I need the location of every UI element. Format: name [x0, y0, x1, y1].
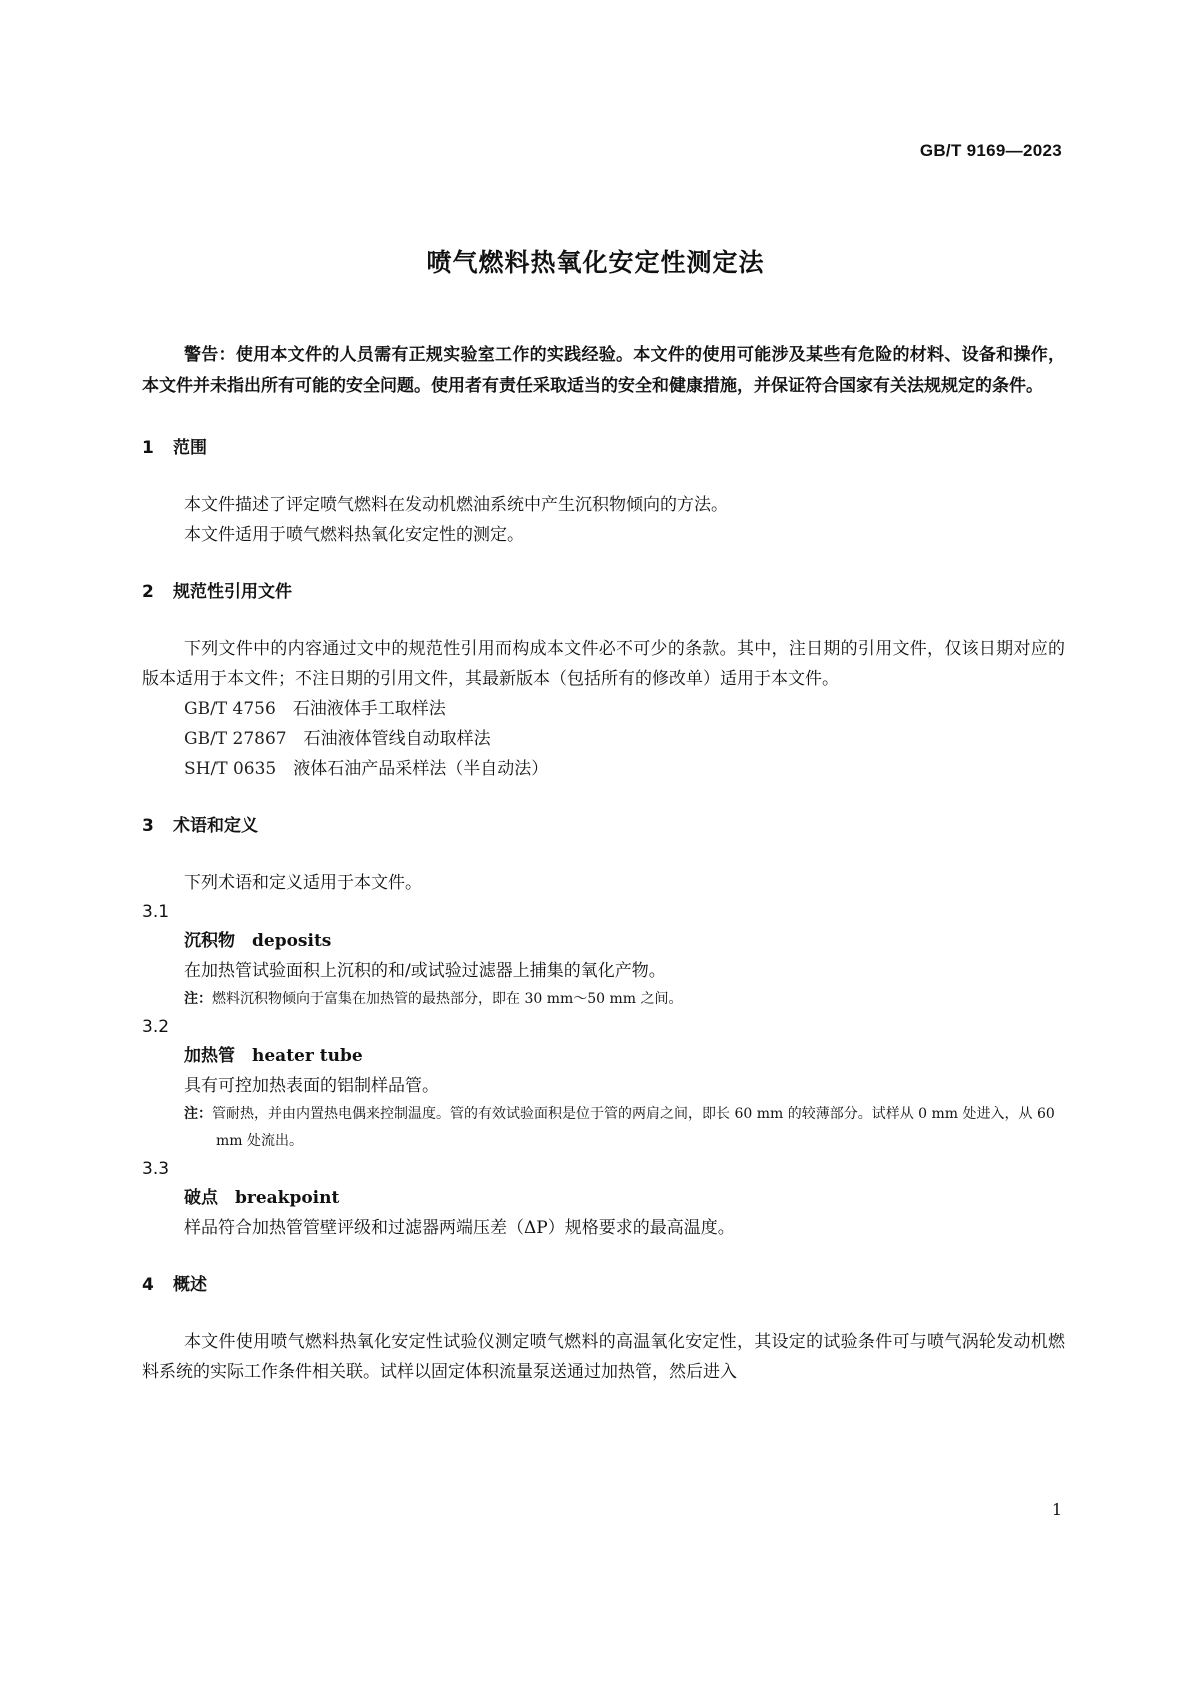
- section-1-paragraph-1: 本文件描述了评定喷气燃料在发动机燃油系统中产生沉积物倾向的方法。: [184, 495, 728, 515]
- section-heading-3: 3 术语和定义: [142, 816, 258, 836]
- section-1-paragraph-2: 本文件适用于喷气燃料热氧化安定性的测定。: [184, 525, 524, 545]
- section-heading-1: 1 范围: [142, 438, 207, 458]
- section-heading-2: 2 规范性引用文件: [142, 582, 292, 602]
- term-title: 破点 breakpoint: [184, 1188, 340, 1208]
- section-2-paragraph-1: 下列文件中的内容通过文中的规范性引用而构成本文件必不可少的条款。其中，注日期的引用文件，仅该日期对应的版本适用于本文件；不注日期的引用文件，其最新版本（包括所有的修改单）适用于本文件。: [142, 639, 1065, 689]
- page-number: 1: [1051, 1500, 1062, 1519]
- term-definition: 样品符合加热管管壁评级和过滤器两端压差（ΔP）规格要求的最高温度。: [184, 1218, 735, 1238]
- warning-paragraph: 警告：使用本文件的人员需有正规实验室工作的实践经验。本文件的使用可能涉及某些有危险的材料、设备和操作，本文件并未指出所有可能的安全问题。使用者有责任采取适当的安全和健康措施，并保证符合国家有关法规规定的条件。: [142, 345, 1065, 396]
- section-3-paragraph-1: 下列术语和定义适用于本文件。: [184, 873, 422, 893]
- term-definition: 在加热管试验面积上沉积的和/或试验过滤器上捕集的氧化产物。: [184, 961, 666, 981]
- reference-item: GB/T 27867 石油液体管线自动取样法: [184, 729, 491, 749]
- section-heading-4: 4 概述: [142, 1275, 207, 1295]
- term-note: 注：管耐热，并由内置热电偶来控制温度。管的有效试验面积是位于管的两肩之间，即长 60 mm 的较薄部分。试样从 0 mm 处进入，从 60 mm 处流出。: [184, 1106, 1055, 1149]
- reference-item: SH/T 0635 液体石油产品采样法（半自动法）: [184, 759, 549, 779]
- term-definition: 具有可控加热表面的铝制样品管。: [184, 1076, 439, 1096]
- term-title: 沉积物 deposits: [184, 931, 332, 951]
- document-title: 喷气燃料热氧化安定性测定法: [426, 248, 765, 277]
- section-4-paragraph-1: 本文件使用喷气燃料热氧化安定性试验仪测定喷气燃料的高温氧化安定性，其设定的试验条件可与喷气涡轮发动机燃料系统的实际工作条件相关联。试样以固定体积流量泵送通过加热管，然后进入: [142, 1332, 1065, 1382]
- document-body: [142, 340, 1065, 1387]
- term-number: 3.2: [142, 1017, 170, 1037]
- term-title: 加热管 heater tube: [184, 1046, 363, 1066]
- reference-item: GB/T 4756 石油液体手工取样法: [184, 699, 446, 719]
- term-number: 3.1: [142, 902, 170, 922]
- term-number: 3.3: [142, 1159, 170, 1179]
- term-note: 注：燃料沉积物倾向于富集在加热管的最热部分，即在 30 mm～50 mm 之间。: [184, 991, 683, 1007]
- standard-code: GB/T 9169—2023: [919, 141, 1062, 160]
